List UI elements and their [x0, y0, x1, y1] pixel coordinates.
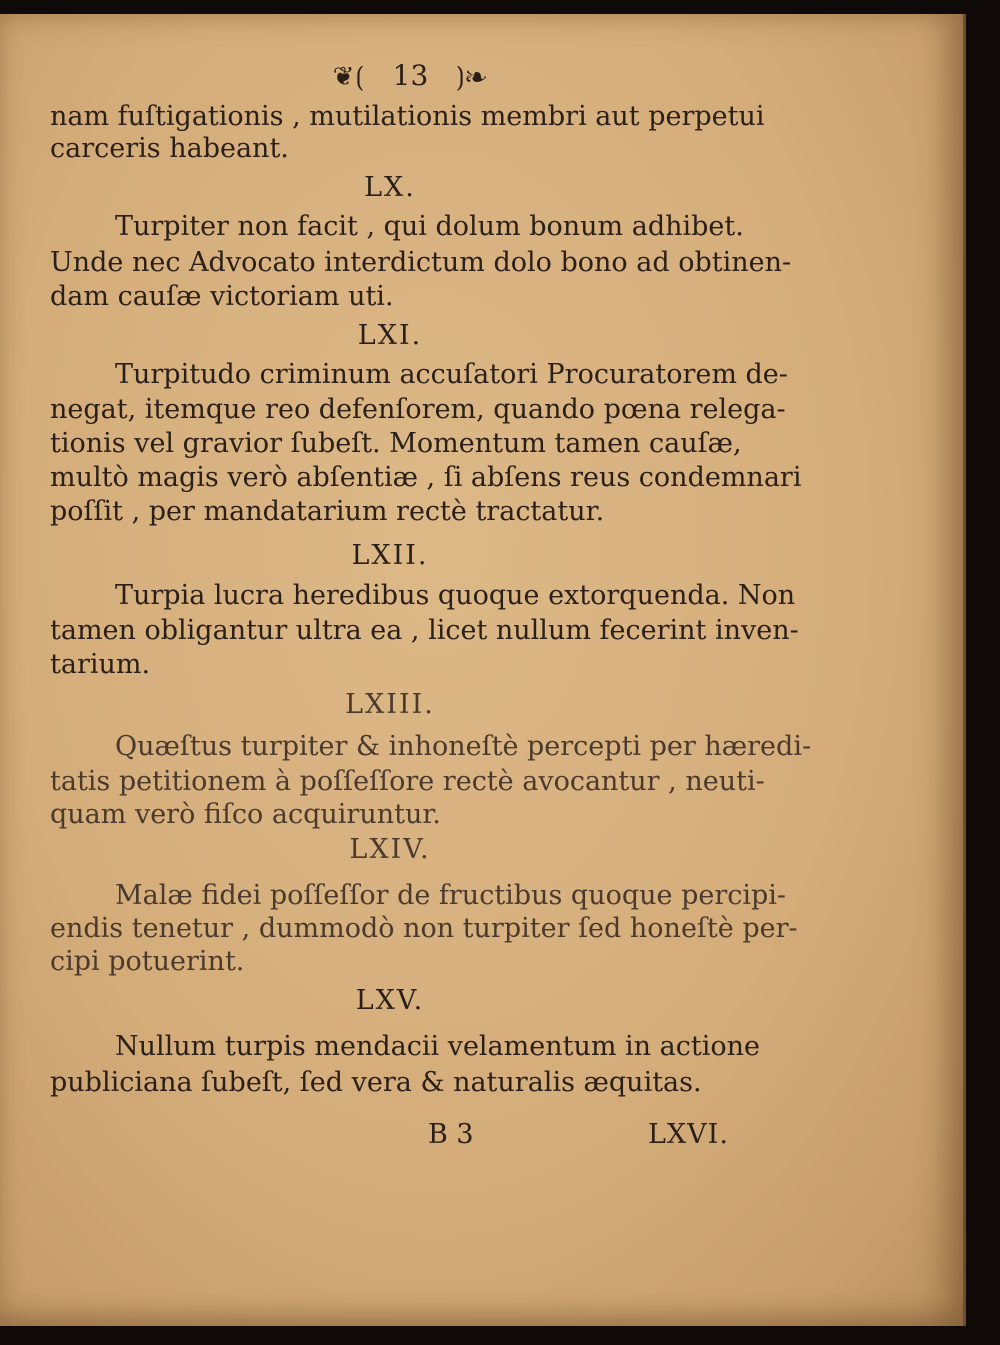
- page-header: [310, 58, 510, 98]
- section-heading-lxi: LXI.: [357, 320, 423, 351]
- text-line: Nullum turpis mendacii velamentum in actione: [115, 1031, 760, 1062]
- section-heading-lx: LX.: [364, 172, 416, 203]
- page-number: 13: [392, 59, 429, 92]
- text-line: Malæ fidei poſſeſſor de fructibus quoque percipi-: [115, 880, 787, 911]
- text-line: Quæſtus turpiter & inhoneſtè percepti per hæredi-: [115, 731, 812, 762]
- section-heading-lxii: LXII.: [351, 540, 429, 571]
- text-line: carceris habeant.: [50, 133, 289, 164]
- text-line: tamen obligantur ultra ea , licet nullum fecerint inven-: [50, 615, 799, 646]
- text-line: tionis vel gravior ſubeſt. Momentum tamen cauſæ,: [50, 428, 742, 459]
- ornament-right-icon: ⟯❧: [455, 62, 488, 92]
- signature-mark: B 3: [428, 1119, 474, 1150]
- text-line: tatis petitionem à poſſeſſore rectè avocantur , neuti-: [50, 766, 765, 797]
- text-line: cipi potuerint.: [50, 946, 245, 977]
- text-line: nam fuſtigationis , mutilationis membri aut perpetui: [50, 101, 765, 132]
- book-page: [0, 14, 966, 1326]
- catchword: LXVI.: [648, 1119, 729, 1150]
- text-line: Turpiter non facit , qui dolum bonum adhibet.: [115, 211, 744, 242]
- text-line: publiciana ſubeſt, ſed vera & naturalis æquitas.: [50, 1067, 702, 1098]
- text-line: negat, itemque reo defenſorem, quando pœna relega-: [50, 394, 786, 425]
- text-line: dam cauſæ victoriam uti.: [50, 281, 394, 312]
- text-line: quam verò fiſco acquiruntur.: [50, 799, 441, 830]
- section-heading-lxiv: LXIV.: [349, 834, 431, 865]
- text-line: poſſit , per mandatarium rectè tractatur.: [50, 496, 605, 527]
- text-line: Turpitudo criminum accuſatori Procuratorem de-: [115, 359, 788, 390]
- text-line: tarium.: [50, 649, 151, 680]
- section-heading-lxv: LXV.: [355, 985, 425, 1016]
- section-heading-lxiii: LXIII.: [345, 689, 435, 720]
- text-line: Turpia lucra heredibus quoque extorquenda. Non: [115, 580, 796, 611]
- text-line: multò magis verò abſentiæ , ſi abſens reus condemnari: [50, 462, 802, 493]
- text-line: Unde nec Advocato interdictum dolo bono ad obtinen-: [50, 247, 792, 278]
- ornament-left-icon: ❦⟮: [332, 62, 366, 92]
- text-line: endis tenetur , dummodò non turpiter ſed honeſtè per-: [50, 913, 798, 944]
